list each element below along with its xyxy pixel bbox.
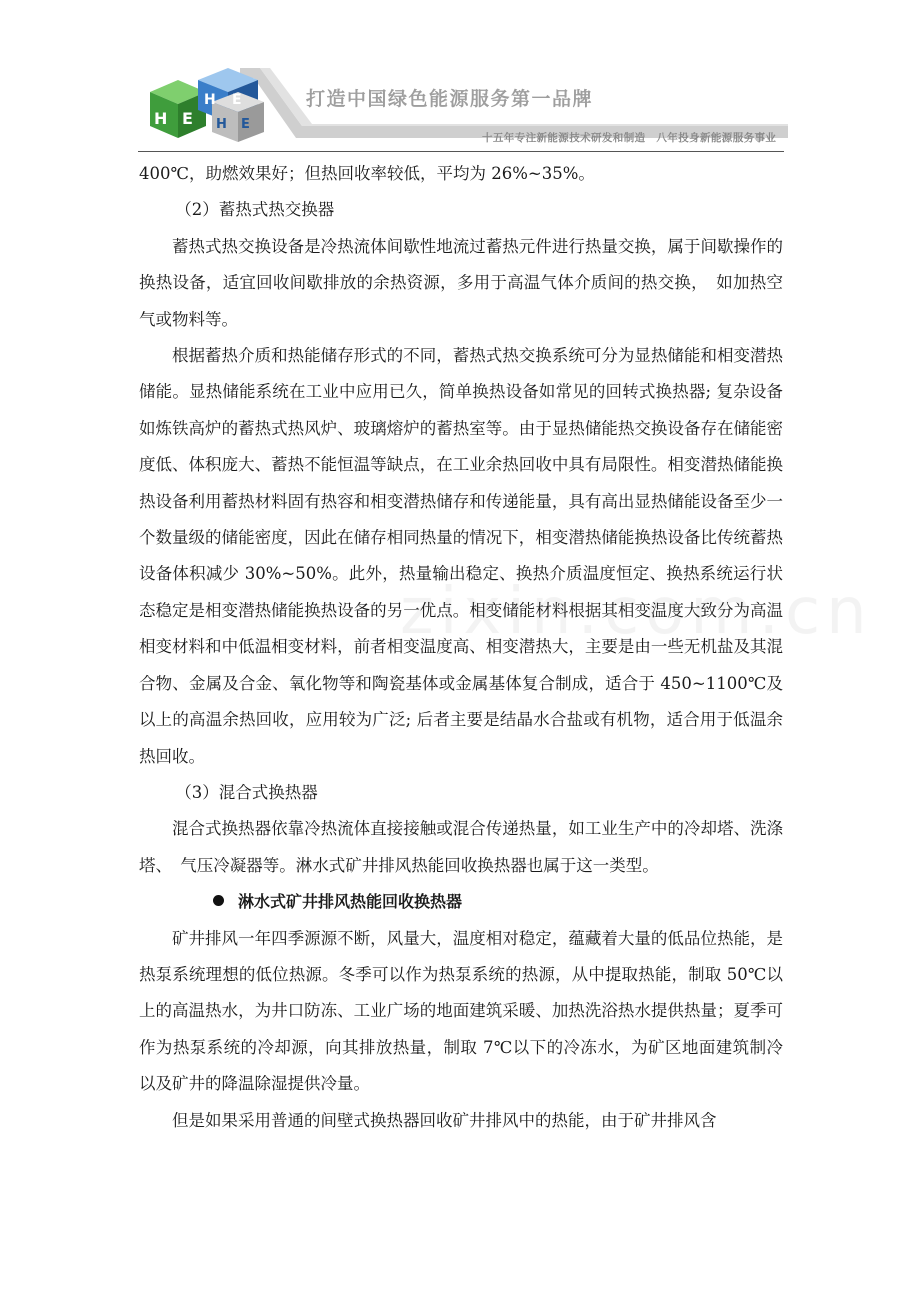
- header-slogan: 打造中国绿色能源服务第一品牌: [306, 88, 594, 110]
- svg-text:E: E: [182, 109, 193, 128]
- svg-text:H: H: [204, 92, 216, 108]
- page-header: [0, 0, 920, 160]
- svg-text:E: E: [232, 92, 242, 108]
- paragraph: 矿井排风一年四季源源不断，风量大，温度相对稳定，蕴藏着大量的低品位热能，是热泵系统理想的低位热源。冬季可以作为热泵系统的热源，从中提取热能，制取 50℃以上的高温热水，为井口防冻、工业广场的地面建筑采暖、加热洗浴热水提供热量；夏季可作为热泵系统的冷却源，向其排放热量，制取 7℃以下的冷冻水，为矿区地面建筑制冷以及矿井的降温除湿提供冷量。: [139, 928, 783, 1094]
- paragraph: 混合式换热器依靠冷热流体直接接触或混合传递热量，如工业生产中的冷却塔、洗涤塔、 气压冷凝器等。淋水式矿井排风热能回收换热器也属于这一类型。: [139, 819, 783, 875]
- svg-text:H: H: [216, 117, 227, 132]
- paragraph: 蓄热式热交换设备是冷热流体间歇性地流过蓄热元件进行热量交换，属于间歇操作的换热设备，适宜回收间歇排放的余热资源，多用于高温气体介质间的热交换， 如加热空气或物料等。: [139, 236, 783, 329]
- document-body: [139, 156, 783, 1139]
- header-divider: [138, 151, 784, 152]
- he-logo-icon: [140, 62, 290, 154]
- bullet-heading: [139, 884, 783, 920]
- svg-text:H: H: [154, 109, 168, 128]
- header-subslogan: 十五年专注新能源技术研发和制造 八年投身新能源服务事业: [482, 132, 777, 144]
- subheading-mixing-exchanger: （3）混合式换热器: [175, 782, 318, 802]
- paragraph: 但是如果采用普通的间壁式换热器回收矿井排风中的热能，由于矿井排风含: [172, 1110, 717, 1130]
- paragraph-continuation: 400℃，助燃效果好；但热回收率较低，平均为 26%~35%。: [139, 164, 595, 183]
- svg-text:E: E: [241, 117, 250, 132]
- bullet-heading-text: 淋水式矿井排风热能回收换热器: [238, 892, 463, 912]
- paragraph: 根据蓄热介质和热能储存形式的不同，蓄热式热交换系统可分为显热储能和相变潜热储能。显热储能系统在工业中应用已久，简单换热设备如常见的回转式换热器; 复杂设备如炼铁高炉的蓄热式热风炉、玻璃熔炉的蓄热室等。由于显热储能热交换设备存在储能密度低、体积庞大、蓄热不能恒温等缺点，在工业余热回收中具有局限性。相变潜热储能换热设备利用蓄热材料固有热容和相变潜热储存和传递能量，具有高出显热储能设备至少一个数量级的储能密度，因此在储存相同热量的情况下，相变潜热储能换热设备比传统蓄热设备体积减少 30%~50%。此外，热量输出稳定、换热介质温度恒定、换热系统运行状态稳定是相变潜热储能换热设备的另一优点。相变储能材料根据其相变温度大致分为高温相变材料和中低温相变材料，前者相变温度高、相变潜热大，主要是由一些无机盐及其混合物、金属及合金、氧化物等和陶瓷基体或金属基体复合制成，适合于 450~1100℃及以上的高温余热回收，应用较为广泛; 后者主要是结晶水合盐或有机物，适合用于低温余热回收。: [139, 346, 783, 766]
- bullet-dot-icon: [213, 895, 224, 906]
- subheading-regenerative-exchanger: （2）蓄热式热交换器: [175, 200, 335, 220]
